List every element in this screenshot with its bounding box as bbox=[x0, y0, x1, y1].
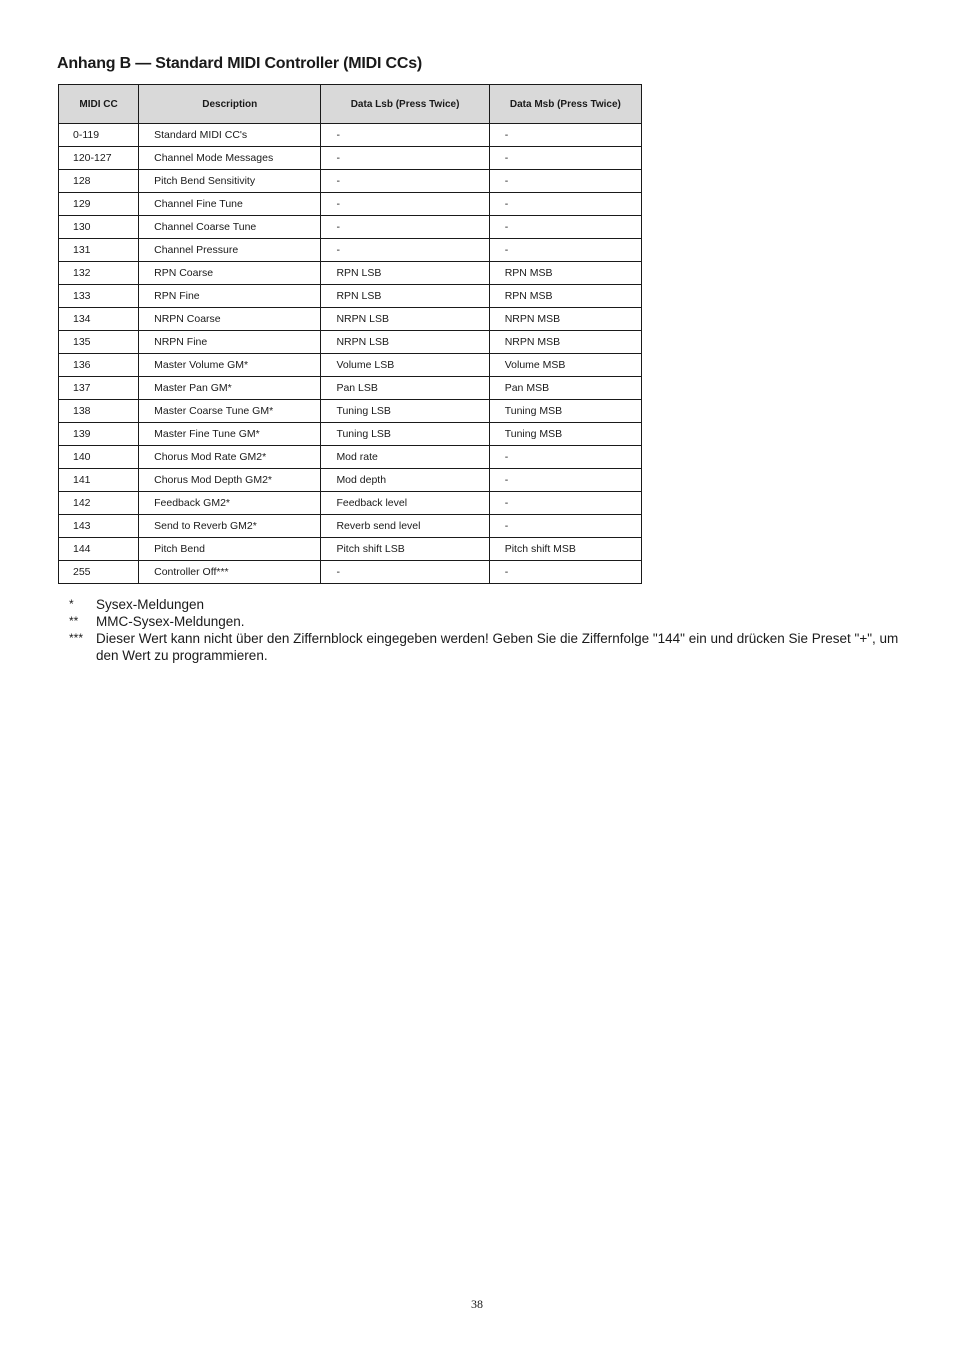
cell-midi-cc: 139 bbox=[59, 423, 139, 446]
footnotes bbox=[69, 596, 909, 664]
table-row bbox=[59, 561, 642, 584]
header-data-lsb: Data Lsb (Press Twice) bbox=[321, 85, 489, 124]
cell-data-msb: Volume MSB bbox=[489, 354, 641, 377]
cell-midi-cc: 137 bbox=[59, 377, 139, 400]
cell-data-lsb: Mod depth bbox=[321, 469, 489, 492]
table-row bbox=[59, 239, 642, 262]
cell-description: Send to Reverb GM2* bbox=[139, 515, 321, 538]
cell-data-lsb: Tuning LSB bbox=[321, 400, 489, 423]
midi-cc-table bbox=[58, 84, 642, 584]
table-row bbox=[59, 423, 642, 446]
cell-description: NRPN Coarse bbox=[139, 308, 321, 331]
table-row bbox=[59, 354, 642, 377]
cell-description: Chorus Mod Rate GM2* bbox=[139, 446, 321, 469]
cell-data-msb: Pan MSB bbox=[489, 377, 641, 400]
table-body bbox=[59, 124, 642, 584]
cell-description: Controller Off*** bbox=[139, 561, 321, 584]
cell-data-lsb: Feedback level bbox=[321, 492, 489, 515]
cell-data-lsb: Pitch shift LSB bbox=[321, 538, 489, 561]
cell-data-msb: - bbox=[489, 170, 641, 193]
table-row bbox=[59, 285, 642, 308]
cell-midi-cc: 134 bbox=[59, 308, 139, 331]
cell-midi-cc: 143 bbox=[59, 515, 139, 538]
cell-data-msb: - bbox=[489, 561, 641, 584]
cell-data-msb: - bbox=[489, 469, 641, 492]
cell-description: Feedback GM2* bbox=[139, 492, 321, 515]
cell-data-msb: - bbox=[489, 492, 641, 515]
cell-midi-cc: 130 bbox=[59, 216, 139, 239]
cell-description: RPN Coarse bbox=[139, 262, 321, 285]
table-header bbox=[59, 85, 642, 124]
cell-description: Master Coarse Tune GM* bbox=[139, 400, 321, 423]
cell-midi-cc: 131 bbox=[59, 239, 139, 262]
cell-description: Master Pan GM* bbox=[139, 377, 321, 400]
table-row bbox=[59, 193, 642, 216]
cell-midi-cc: 132 bbox=[59, 262, 139, 285]
cell-description: Standard MIDI CC's bbox=[139, 124, 321, 147]
cell-midi-cc: 133 bbox=[59, 285, 139, 308]
cell-data-msb: Pitch shift MSB bbox=[489, 538, 641, 561]
cell-midi-cc: 120-127 bbox=[59, 147, 139, 170]
cell-data-lsb: Reverb send level bbox=[321, 515, 489, 538]
page-title: Anhang B — Standard MIDI Controller (MIDI CCs) bbox=[57, 55, 423, 72]
cell-data-msb: - bbox=[489, 515, 641, 538]
cell-description: RPN Fine bbox=[139, 285, 321, 308]
cell-description: Pitch Bend bbox=[139, 538, 321, 561]
cell-data-msb: - bbox=[489, 216, 641, 239]
header-description: Description bbox=[139, 85, 321, 124]
cell-midi-cc: 141 bbox=[59, 469, 139, 492]
cell-data-lsb: - bbox=[321, 216, 489, 239]
cell-midi-cc: 140 bbox=[59, 446, 139, 469]
table-row bbox=[59, 538, 642, 561]
cell-description: Chorus Mod Depth GM2* bbox=[139, 469, 321, 492]
cell-midi-cc: 138 bbox=[59, 400, 139, 423]
cell-midi-cc: 144 bbox=[59, 538, 139, 561]
cell-midi-cc: 128 bbox=[59, 170, 139, 193]
cell-midi-cc: 136 bbox=[59, 354, 139, 377]
cell-data-lsb: RPN LSB bbox=[321, 285, 489, 308]
page-number: 38 bbox=[471, 1297, 483, 1311]
cell-data-msb: - bbox=[489, 147, 641, 170]
cell-midi-cc: 129 bbox=[59, 193, 139, 216]
footnote-controller-off bbox=[69, 630, 909, 664]
cell-data-lsb: - bbox=[321, 124, 489, 147]
table-row bbox=[59, 308, 642, 331]
cell-data-msb: - bbox=[489, 446, 641, 469]
cell-description: Channel Pressure bbox=[139, 239, 321, 262]
cell-description: Master Volume GM* bbox=[139, 354, 321, 377]
cell-data-lsb: - bbox=[321, 170, 489, 193]
cell-data-msb: - bbox=[489, 124, 641, 147]
footnote-mark: *** bbox=[69, 631, 84, 645]
cell-description: NRPN Fine bbox=[139, 331, 321, 354]
cell-description: Channel Coarse Tune bbox=[139, 216, 321, 239]
cell-data-msb: - bbox=[489, 193, 641, 216]
table-row bbox=[59, 446, 642, 469]
table-row bbox=[59, 492, 642, 515]
table-row bbox=[59, 170, 642, 193]
cell-description: Channel Fine Tune bbox=[139, 193, 321, 216]
cell-data-msb: NRPN MSB bbox=[489, 308, 641, 331]
cell-description: Channel Mode Messages bbox=[139, 147, 321, 170]
table-row bbox=[59, 216, 642, 239]
table-row bbox=[59, 331, 642, 354]
cell-description: Master Fine Tune GM* bbox=[139, 423, 321, 446]
header-midi-cc: MIDI CC bbox=[59, 85, 139, 124]
cell-midi-cc: 0-119 bbox=[59, 124, 139, 147]
cell-midi-cc: 142 bbox=[59, 492, 139, 515]
footnote-mark: ** bbox=[69, 614, 79, 628]
cell-data-msb: Tuning MSB bbox=[489, 423, 641, 446]
cell-data-msb: RPN MSB bbox=[489, 285, 641, 308]
table-row bbox=[59, 124, 642, 147]
cell-data-lsb: - bbox=[321, 561, 489, 584]
cell-data-msb: - bbox=[489, 239, 641, 262]
cell-data-lsb: Pan LSB bbox=[321, 377, 489, 400]
cell-data-msb: NRPN MSB bbox=[489, 331, 641, 354]
table-row bbox=[59, 400, 642, 423]
footnote-text: Dieser Wert kann nicht über den Ziffernblock eingegeben werden! Geben Sie die Ziffernfolge "144" ein und drücken Sie Preset "+", um den Wert zu programmieren. bbox=[96, 631, 899, 663]
cell-data-lsb: - bbox=[321, 147, 489, 170]
footnote-mark: * bbox=[69, 597, 74, 611]
footnote-text: MMC-Sysex-Meldungen. bbox=[96, 614, 245, 629]
cell-data-lsb: NRPN LSB bbox=[321, 308, 489, 331]
footnote-sysex bbox=[69, 596, 909, 613]
cell-midi-cc: 255 bbox=[59, 561, 139, 584]
table-row bbox=[59, 515, 642, 538]
header-data-msb: Data Msb (Press Twice) bbox=[489, 85, 641, 124]
cell-data-lsb: Tuning LSB bbox=[321, 423, 489, 446]
table-row bbox=[59, 377, 642, 400]
table-row bbox=[59, 147, 642, 170]
footnote-mmc-sysex bbox=[69, 613, 909, 630]
header-row bbox=[59, 85, 642, 124]
table-row bbox=[59, 469, 642, 492]
cell-data-lsb: RPN LSB bbox=[321, 262, 489, 285]
cell-description: Pitch Bend Sensitivity bbox=[139, 170, 321, 193]
table-row bbox=[59, 262, 642, 285]
cell-data-lsb: Mod rate bbox=[321, 446, 489, 469]
footnote-text: Sysex-Meldungen bbox=[96, 597, 205, 612]
cell-data-lsb: - bbox=[321, 193, 489, 216]
cell-data-msb: Tuning MSB bbox=[489, 400, 641, 423]
cell-midi-cc: 135 bbox=[59, 331, 139, 354]
cell-data-lsb: - bbox=[321, 239, 489, 262]
cell-data-msb: RPN MSB bbox=[489, 262, 641, 285]
cell-data-lsb: Volume LSB bbox=[321, 354, 489, 377]
cell-data-lsb: NRPN LSB bbox=[321, 331, 489, 354]
